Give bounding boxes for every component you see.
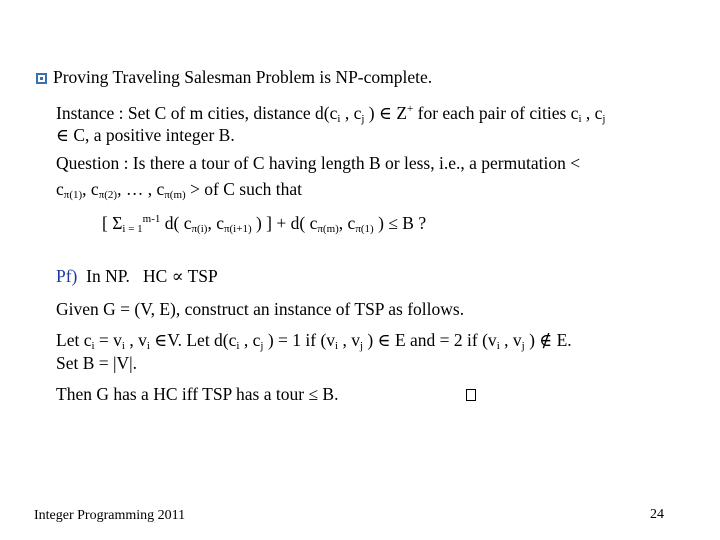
text: , c xyxy=(338,213,356,233)
text: Instance : Set C of m cities, distance d(c xyxy=(56,103,338,123)
qed-marker xyxy=(466,383,476,405)
proof-line-1 xyxy=(56,265,218,287)
question-line-1 xyxy=(56,152,580,174)
subscript: π(i) xyxy=(191,223,208,235)
subscript: i xyxy=(91,340,95,352)
subscript: j xyxy=(260,340,264,352)
text: , … , c xyxy=(117,179,165,199)
bullet-heading xyxy=(36,66,432,88)
text: , v xyxy=(499,330,522,350)
text: , c xyxy=(207,213,224,233)
text: Question : Is there a tour of C having length B or less, i.e., a permutation < xyxy=(56,153,581,173)
qed-box-icon xyxy=(466,389,476,401)
question-line-3-formula xyxy=(102,208,426,240)
pf-label: Pf) xyxy=(56,266,78,286)
subscript: j xyxy=(521,340,525,352)
subscript: π(1) xyxy=(355,223,374,235)
footer-course-title: Integer Programming 2011 xyxy=(34,508,186,523)
subscript: i xyxy=(496,340,500,352)
bullet-text: Proving Traveling Salesman Problem is NP-complete. xyxy=(53,67,433,87)
text: ) = 1 if (v xyxy=(263,330,336,350)
text: Set B = |V|. xyxy=(56,353,138,373)
text: ) ∈ Z xyxy=(364,103,408,123)
text: Given G = (V, E), construct an instance of TSP as follows. xyxy=(56,299,465,319)
text: = v xyxy=(94,330,122,350)
text: [ Σ xyxy=(102,213,123,233)
text: , v xyxy=(338,330,360,350)
subscript: i xyxy=(337,113,341,125)
subscript: π(m) xyxy=(317,223,339,235)
question-line-2 xyxy=(56,178,302,206)
subscript: π(1) xyxy=(63,189,83,201)
text: , v xyxy=(124,330,147,350)
proof-line-5 xyxy=(56,383,338,405)
text: ∈ C, a positive integer B. xyxy=(56,125,235,145)
text: ) ∈ E and = 2 if (v xyxy=(363,330,497,350)
subscript: j xyxy=(602,113,606,125)
subscript: π(2) xyxy=(98,189,118,201)
subscript: i xyxy=(236,340,240,352)
subscript: i xyxy=(146,340,150,352)
square-bullet-icon xyxy=(36,73,47,84)
subscript: i = 1 xyxy=(122,223,143,235)
text: c xyxy=(56,179,64,199)
text: ) ] + d( c xyxy=(251,213,318,233)
text: Then G has a HC iff TSP has a tour ≤ B. xyxy=(56,384,339,404)
subscript: i xyxy=(578,113,582,125)
text: , c xyxy=(340,103,362,123)
subscript: π(m) xyxy=(164,189,186,201)
superscript: + xyxy=(407,103,414,115)
subscript: j xyxy=(359,340,364,352)
text: > of C such that xyxy=(185,179,303,199)
text: d( c xyxy=(160,213,192,233)
subscript: j xyxy=(361,113,365,125)
text: , c xyxy=(82,179,99,199)
page-number: 24 xyxy=(650,507,664,522)
text: ) ≤ B ? xyxy=(373,213,427,233)
subscript: i xyxy=(121,340,125,352)
instance-line-2 xyxy=(56,124,235,146)
text: , c xyxy=(239,330,261,350)
subscript: π(i+1) xyxy=(223,223,252,235)
text: ) ∉ E. xyxy=(524,330,572,350)
proof-line-2 xyxy=(56,298,464,320)
proof-line-4 xyxy=(56,352,137,374)
text: , c xyxy=(581,103,603,123)
text: In NP. HC ∝ TSP xyxy=(77,266,218,286)
superscript: m-1 xyxy=(142,213,161,225)
subscript: i xyxy=(335,340,339,352)
text: Let c xyxy=(56,330,92,350)
text: for each pair of cities c xyxy=(413,103,579,123)
text: ∈V. Let d(c xyxy=(149,330,237,350)
